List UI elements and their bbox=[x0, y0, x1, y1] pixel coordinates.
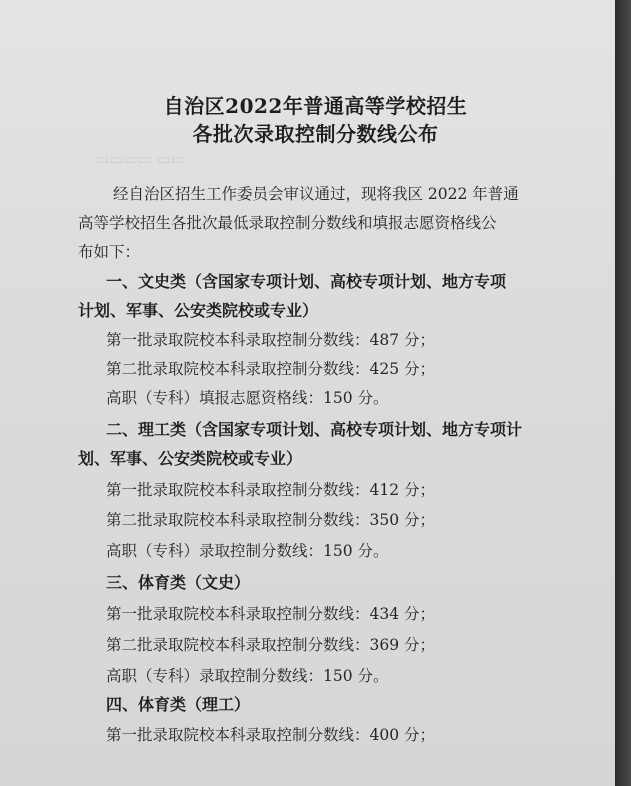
background-edge bbox=[615, 0, 631, 786]
section-2-heading-line-2: 划、军事、公安类院校或专业） bbox=[78, 449, 303, 468]
section-2-item: 第一批录取院校本科录取控制分数线：412 分； bbox=[106, 481, 436, 499]
document-title-line-1: 自治区2022年普通高等学校招生 bbox=[163, 94, 468, 118]
intro-line-1: 经自治区招生工作委员会审议通过，现将我区 2022 年普通 bbox=[113, 185, 519, 203]
section-3-item: 第二批录取院校本科录取控制分数线：369 分； bbox=[106, 636, 436, 654]
section-2-item: 高职（专科）录取控制分数线：150 分。 bbox=[106, 542, 389, 560]
section-4-heading: 四、体育类（理工） bbox=[106, 695, 251, 714]
section-3-item: 第一批录取院校本科录取控制分数线：434 分； bbox=[106, 605, 436, 623]
document-title-line-2: 各批次录取控制分数线公布 bbox=[192, 122, 439, 146]
section-1-heading-line-2: 计划、军事、公安类院校或专业） bbox=[78, 301, 319, 320]
section-3-item: 高职（专科）录取控制分数线：150 分。 bbox=[106, 667, 389, 685]
section-1-item: 高职（专科）填报志愿资格线：150 分。 bbox=[106, 389, 389, 407]
section-2-heading-line-1: 二、理工类（含国家专项计划、高校专项计划、地方专项计 bbox=[106, 420, 523, 439]
section-1-item: 第二批录取院校本科录取控制分数线：425 分； bbox=[106, 360, 436, 378]
intro-line-2: 高等学校招生各批次最低录取控制分数线和填报志愿资格线公 bbox=[78, 214, 497, 232]
section-1-heading-line-1: 一、文史类（含国家专项计划、高校专项计划、地方专项 bbox=[106, 272, 507, 291]
bleed-through-text: ▭▭▭▭ ▭▭ bbox=[95, 150, 185, 168]
section-4-item: 第一批录取院校本科录取控制分数线：400 分； bbox=[106, 726, 436, 744]
intro-line-3: 布如下： bbox=[78, 243, 141, 261]
section-3-heading: 三、体育类（文史） bbox=[106, 573, 251, 592]
section-1-item: 第一批录取院校本科录取控制分数线：487 分； bbox=[106, 331, 436, 349]
section-2-item: 第二批录取院校本科录取控制分数线：350 分； bbox=[106, 511, 436, 529]
